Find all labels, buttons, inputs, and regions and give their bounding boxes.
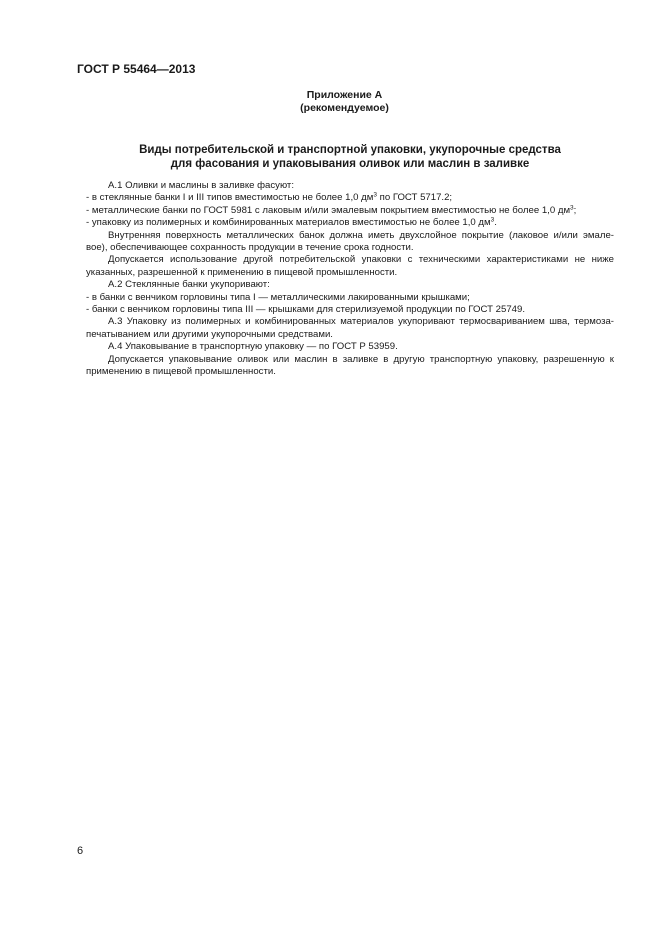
text: ; [573, 204, 577, 216]
paragraph-line: Допускается использование другой потребительской упаковки с техническими характеристиками не ниже [108, 254, 614, 266]
document-body [86, 180, 614, 379]
title-line-1: Виды потребительской и транспортной упаковки, укупорочные средства [139, 144, 561, 156]
paragraph-a2-intro: А.2 Стеклянные банки укупоривают: [108, 279, 270, 291]
paragraph-line: применению в пищевой промышленности. [86, 366, 276, 378]
text: по ГОСТ 5717.2; [376, 192, 453, 204]
superscript: 3 [373, 191, 377, 199]
paragraph-line: А.3 Упаковку из полимерных и комбинированных материалов укупоривают термосвариванием шва, термоза- [108, 316, 614, 328]
text: - в стеклянные банки I и III типов вместимостью не более 1,0 дм [86, 192, 374, 204]
text: . [494, 217, 497, 229]
appendix-title [100, 143, 600, 171]
appendix-status: (рекомендуемое) [300, 102, 389, 114]
appendix-label: Приложение А [306, 89, 383, 101]
title-line-2: для фасования и упаковывания оливок или маслин в заливке [170, 158, 530, 170]
paragraph-line: Допускается упаковывание оливок или маслин в заливке в другую транспортную упаковку, разрешенную к [108, 353, 614, 365]
document-code: ГОСТ Р 55464—2013 [77, 62, 196, 76]
paragraph-line: указанных, разрешенной к применению в пищевой промышленности. [86, 266, 398, 278]
list-item-metal-cans [86, 205, 614, 217]
list-item-type-i-crown: - в банки с венчиком горловины типа I — металлическими лакированными крышками; [86, 291, 470, 303]
paragraph-line: печатыванием или другими укупорочными средствами. [86, 328, 333, 340]
paragraph-a4: А.4 Упаковывание в транспортную упаковку — по ГОСТ Р 53959. [108, 341, 398, 353]
text: - упаковку из полимерных и комбинированных материалов вместимостью не более 1,0 дм [86, 217, 491, 229]
appendix-heading [0, 89, 661, 115]
paragraph-line: Внутренняя поверхность металлических банок должна иметь двухслойное покрытие (лаковое и/или эмале- [108, 229, 614, 241]
superscript: 3 [570, 204, 574, 212]
page-number: 6 [77, 845, 84, 857]
list-item-type-iii-crown: - банки с венчиком горловины типа III — крышками для стерилизуемой продукции по ГОСТ 25749. [86, 304, 525, 316]
superscript: 3 [490, 216, 495, 224]
paragraph-a1-intro: А.1 Оливки и маслины в заливке фасуют: [108, 180, 294, 191]
list-item-polymer-packaging [86, 217, 614, 229]
paragraph-line: вое), обеспечивающее сохранность продукции в течение срока годности. [86, 242, 414, 254]
list-item-glass-jars [86, 192, 614, 204]
text: - металлические банки по ГОСТ 5981 с лаковым и/или эмалевым покрытием вместимостью не более 1,0 дм [86, 204, 571, 216]
